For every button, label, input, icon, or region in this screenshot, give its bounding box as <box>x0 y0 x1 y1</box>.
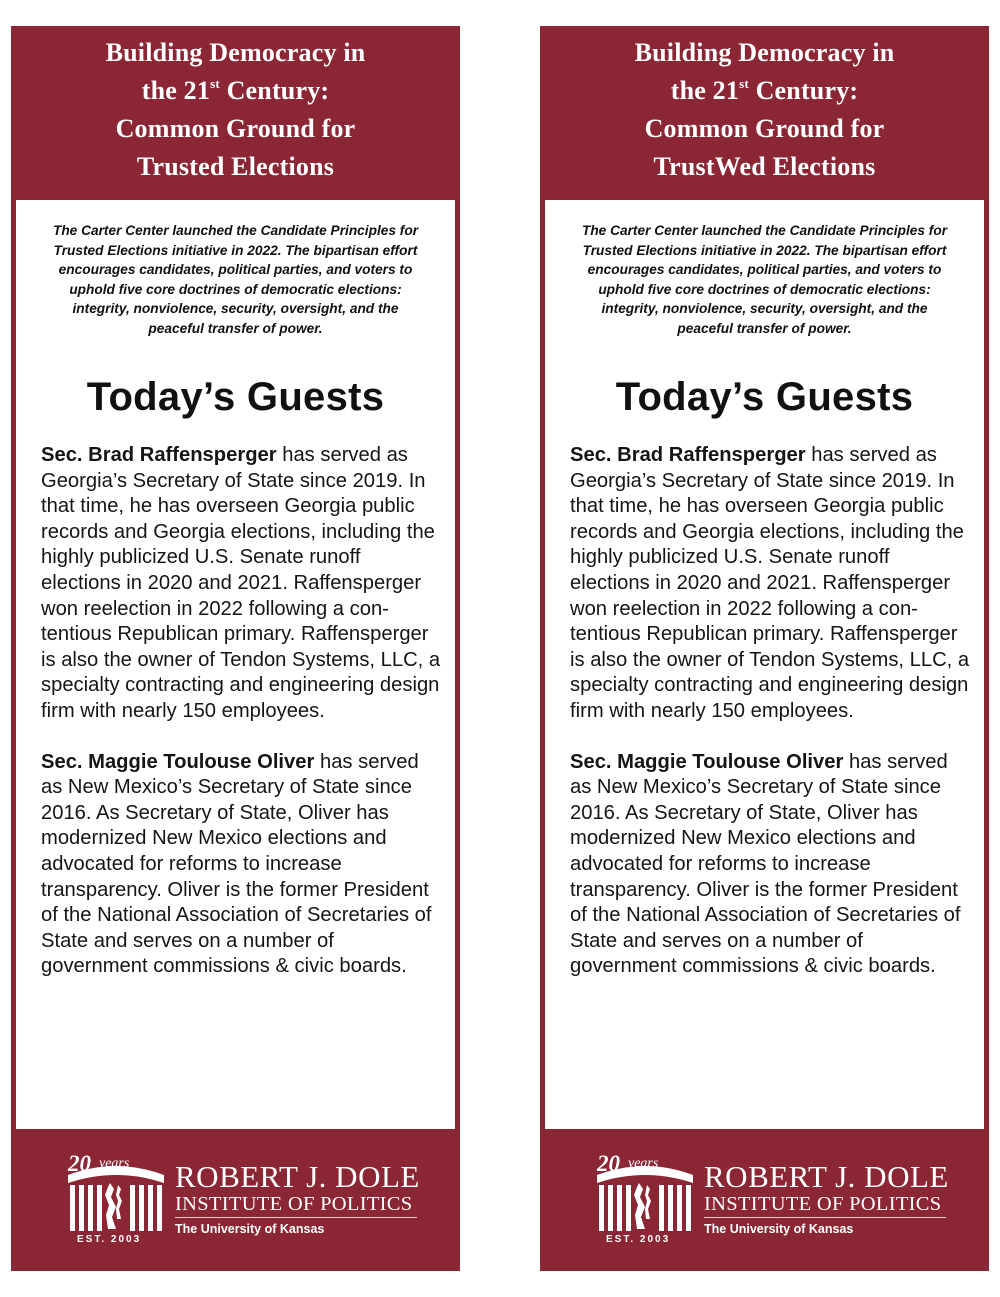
title-line-4: Trusted Elections <box>136 152 335 181</box>
title-line-2-post: Century: <box>219 76 330 105</box>
logo-org-subtitle: INSTITUTE OF POLITICS <box>175 1193 413 1215</box>
dole-institute-logo <box>540 1129 989 1271</box>
logo-university: The University of Kansas <box>175 1222 325 1236</box>
title-line-2-pre: the 21 <box>670 76 740 105</box>
guest-name: Sec. Maggie Toulouse Oliver <box>570 750 844 773</box>
intro-paragraph: The Carter Center launched the Candidate Principles for Trusted Elections initiative in 2022. The bipartisan effort encourages candidates, political parties, and voters to uphold five core doctrines of democratic elections: integrity, nonviolence, security, oversight, and the peaceful transfer of power. <box>581 223 948 336</box>
bookmark-left <box>11 26 460 1271</box>
guest-bio-text: has served as Georgia’s Secretary of State since 2019. In that time, he has overseen Georgia public records and Georgia elections, including the highly publicized U.S. Senate runoff elections in 2020 and 2021. Raffensperger won reelection in 2022 following a contentious Republican primary. Raffensperger is also the owner of Tendon Systems, LLC, a specialty contracting and engineering design firm with nearly 150 employees. <box>41 444 441 722</box>
logo-established: EST. 2003 <box>77 1234 142 1245</box>
title-line-2 <box>540 72 989 110</box>
dole-institute-logo <box>11 1129 460 1271</box>
guest-bio-oliver <box>41 750 441 980</box>
guest-name: Sec. Brad Raffensperger <box>570 444 806 466</box>
guest-bio-text: has served as Georgia’s Secretary of State since 2019. In that time, he has overseen Georgia public records and Georgia elections, including the highly publicized U.S. Senate runoff elections in 2020 and 2021. Raffensperger won reelection in 2022 following a contentious Republican primary. Raffensperger is also the owner of Tendon Systems, LLC, a specialty contracting and engineering design firm with nearly 150 employees. <box>570 444 970 722</box>
logo-established: EST. 2003 <box>606 1234 671 1245</box>
title-line-2-post: Century: <box>748 76 859 105</box>
title-line-3: Common Ground for <box>115 114 356 143</box>
logo-university: The University of Kansas <box>704 1222 854 1236</box>
logo-org-name: ROBERT J. DOLE <box>175 1159 420 1194</box>
bookmark-title <box>540 34 989 186</box>
guests-heading: Today’s Guests <box>615 375 914 419</box>
guest-bio-text: has served as New Mexico’s Secretary of State since 2016. As Secretary of State, Oliver has modernized New Mexico elections and advocated for reforms to increase transparency. Oliver is the former President of the National Association of Secretaries of State and serves on a number of government commissions & civic boards. <box>570 750 961 978</box>
title-line-2 <box>11 72 460 110</box>
title-line-4: TrustWed Elections <box>653 152 876 181</box>
bookmark-title <box>11 34 460 186</box>
content-panel <box>16 200 455 1129</box>
guest-bio-raffensperger <box>41 443 441 725</box>
guests-heading: Today’s Guests <box>86 375 385 419</box>
guest-name: Sec. Brad Raffensperger <box>41 444 277 466</box>
logo-years-number: 20 <box>597 1151 620 1176</box>
intro-paragraph: The Carter Center launched the Candidate Principles for Trusted Elections initiative in 2022. The bipartisan effort encourages candidates, political parties, and voters to uphold five core doctrines of democratic elections: integrity, nonviolence, security, oversight, and the peaceful transfer of power. <box>52 223 419 336</box>
logo-years-number: 20 <box>68 1151 91 1176</box>
guest-bio-oliver <box>570 750 970 980</box>
title-line-1: Building Democracy in <box>634 38 895 67</box>
title-line-1: Building Democracy in <box>105 38 366 67</box>
title-line-2-sup: st <box>210 76 220 91</box>
logo-org-name: ROBERT J. DOLE <box>704 1159 949 1194</box>
logo-divider <box>175 1217 417 1218</box>
guest-bio-text: has served as New Mexico’s Secretary of State since 2016. As Secretary of State, Oliver has modernized New Mexico elections and advocated for reforms to increase transparency. Oliver is the former President of the National Association of Secretaries of State and serves on a number of government commissions & civic boards. <box>41 750 432 978</box>
guest-name: Sec. Maggie Toulouse Oliver <box>41 750 315 773</box>
bookmark-right <box>540 26 989 1271</box>
title-line-2-pre: the 21 <box>141 76 211 105</box>
title-line-2-sup: st <box>739 76 749 91</box>
title-line-3: Common Ground for <box>644 114 885 143</box>
logo-org-subtitle: INSTITUTE OF POLITICS <box>704 1193 942 1215</box>
logo-years-word: years <box>99 1156 130 1171</box>
logo-divider <box>704 1217 946 1218</box>
content-panel <box>545 200 984 1129</box>
logo-years-word: years <box>628 1156 659 1171</box>
guest-bio-raffensperger <box>570 443 970 725</box>
